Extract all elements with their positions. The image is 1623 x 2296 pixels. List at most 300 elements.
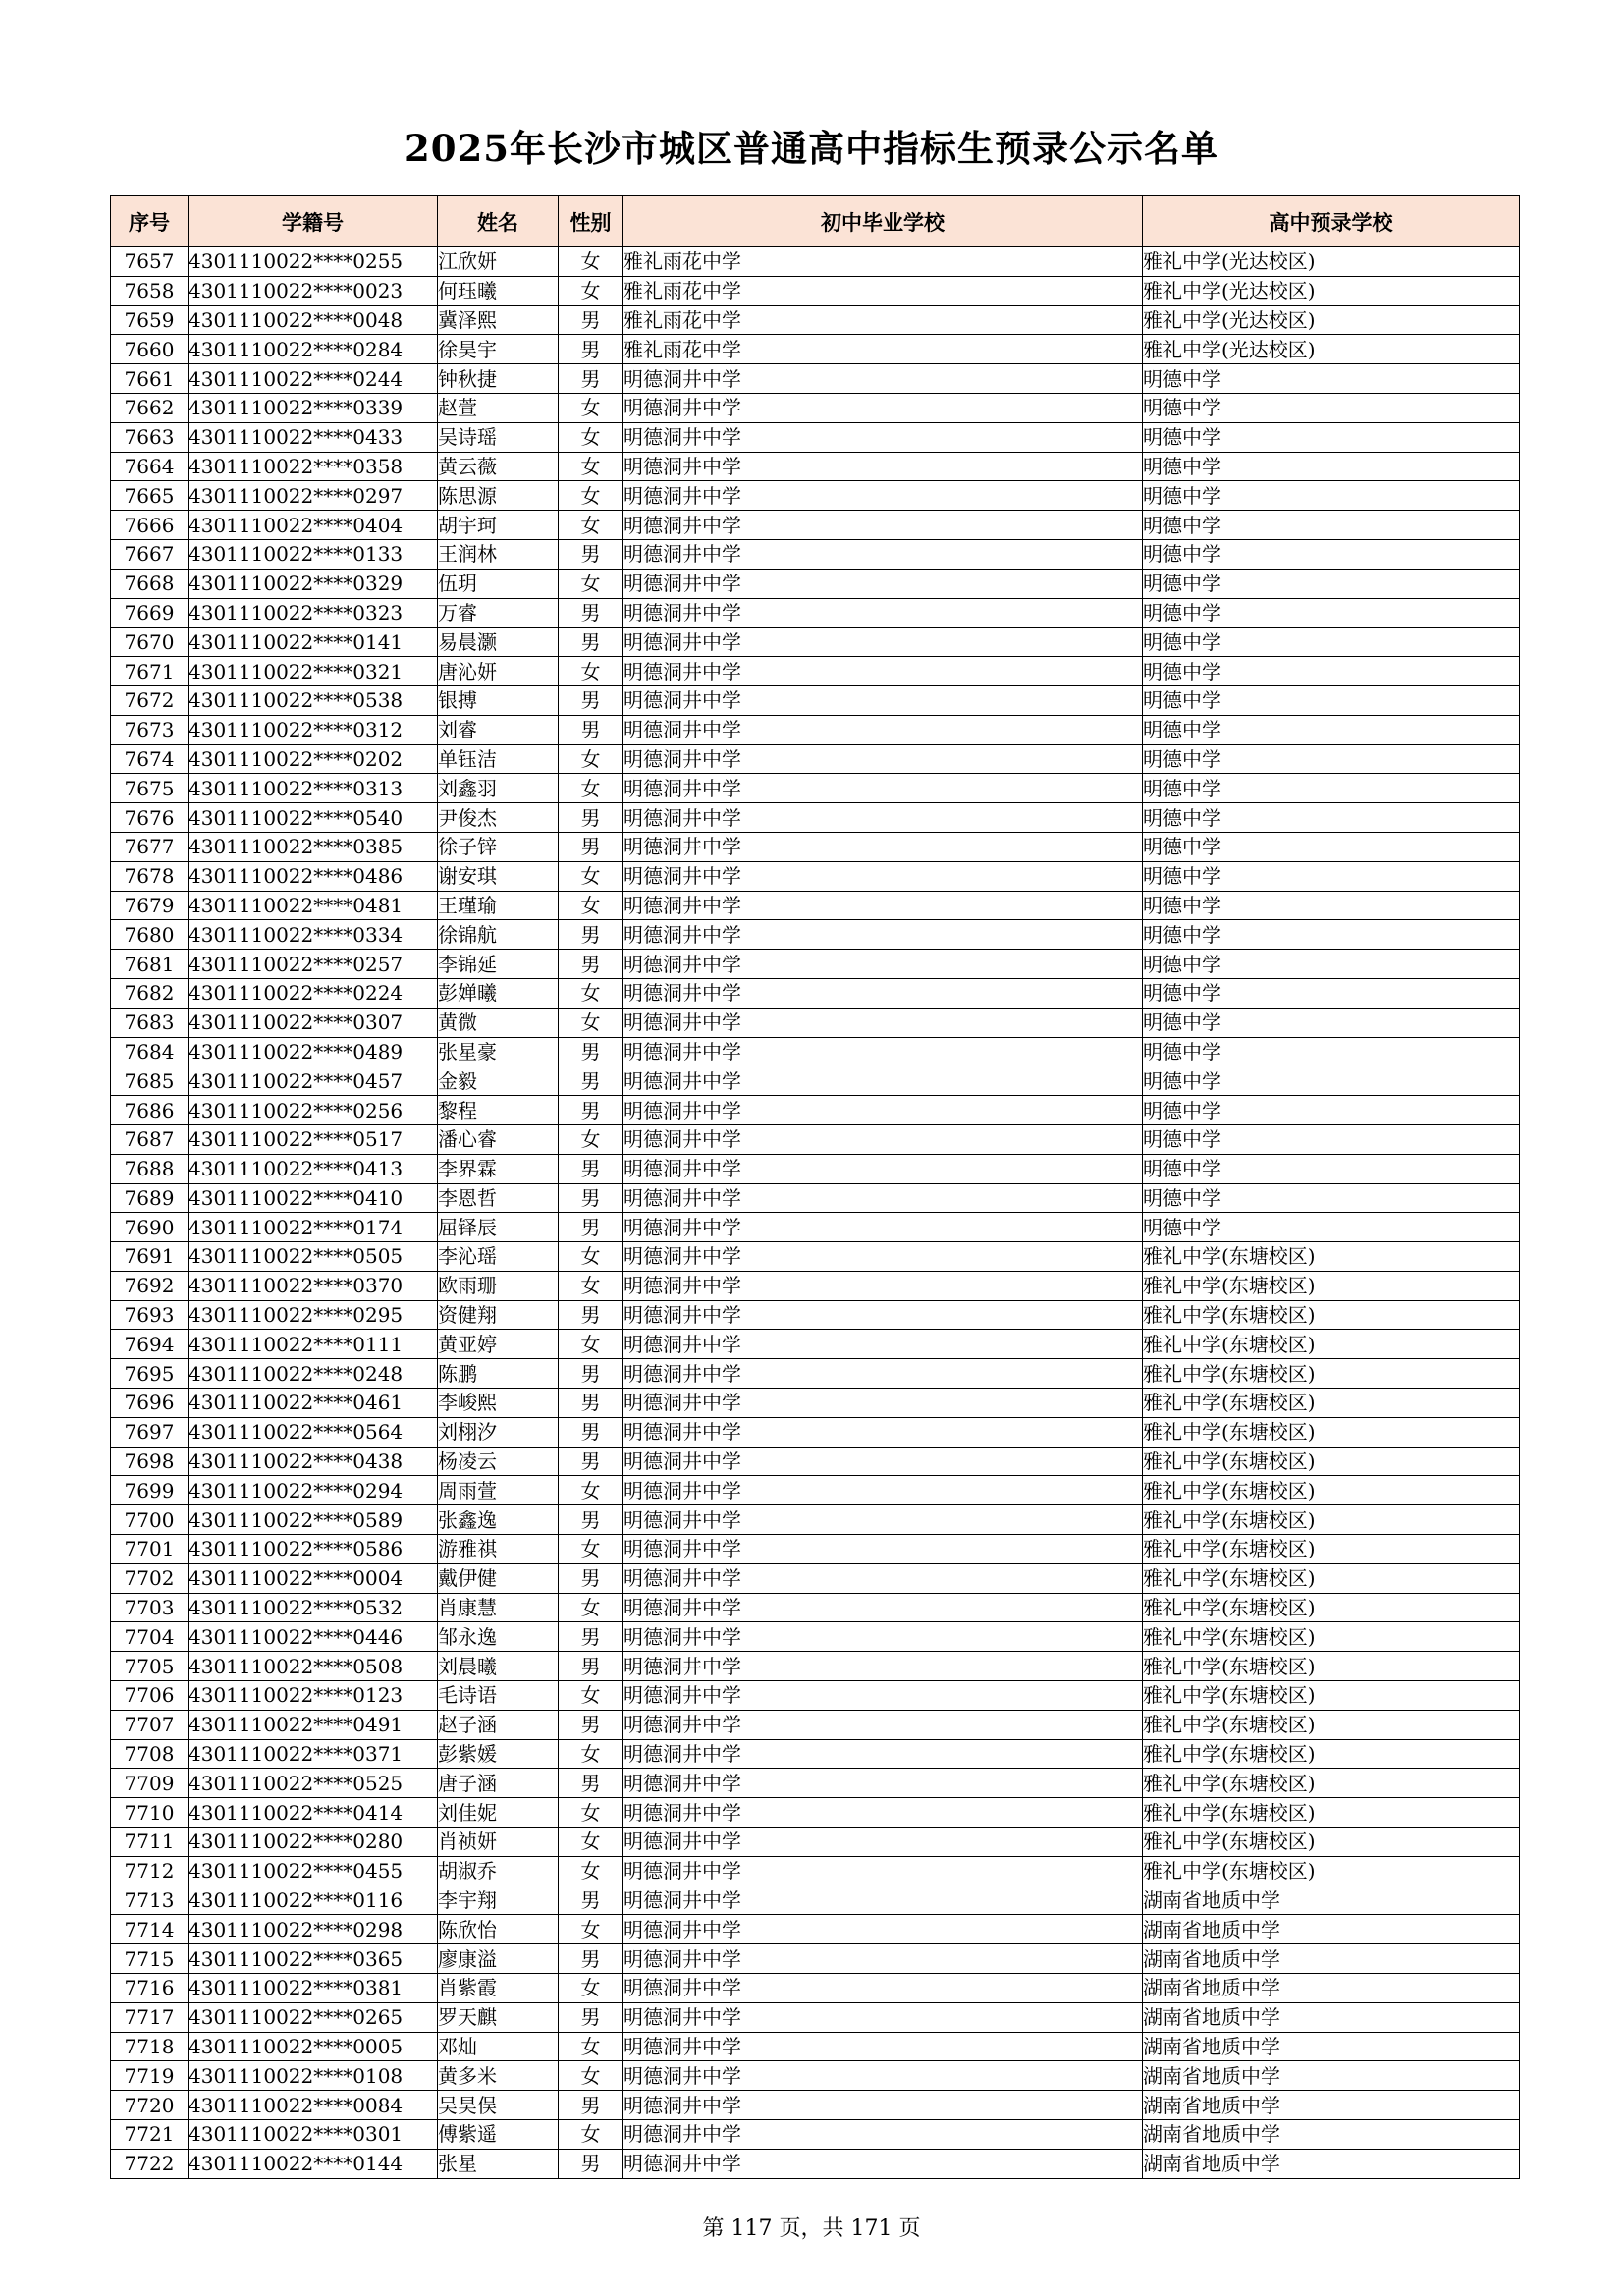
- cell-name: 陈鹏: [438, 1359, 559, 1389]
- cell-gender: 女: [559, 657, 623, 686]
- cell-senior-school: 明德中学: [1143, 832, 1520, 861]
- cell-senior-school: 雅礼中学(东塘校区): [1143, 1563, 1520, 1593]
- cell-student-id: 4301110022****0538: [189, 685, 438, 715]
- cell-senior-school: 明德中学: [1143, 422, 1520, 452]
- table-row: [111, 2061, 1520, 2091]
- cell-junior-school: 明德洞井中学: [623, 685, 1143, 715]
- table-row: [111, 1124, 1520, 1154]
- roster-table: [110, 195, 1520, 2179]
- table-row: [111, 1974, 1520, 2003]
- cell-seq: 7712: [111, 1856, 189, 1886]
- table-row: [111, 2002, 1520, 2032]
- table-row: [111, 1593, 1520, 1622]
- cell-name: 潘心睿: [438, 1124, 559, 1154]
- cell-senior-school: 明德中学: [1143, 628, 1520, 657]
- cell-seq: 7669: [111, 598, 189, 628]
- cell-seq: 7688: [111, 1154, 189, 1183]
- cell-seq: 7707: [111, 1710, 189, 1739]
- table-row: [111, 305, 1520, 335]
- table-row: [111, 1769, 1520, 1798]
- table-row: [111, 1037, 1520, 1066]
- cell-seq: 7711: [111, 1828, 189, 1857]
- cell-name: 黄云薇: [438, 452, 559, 481]
- cell-seq: 7694: [111, 1330, 189, 1359]
- cell-senior-school: 明德中学: [1143, 393, 1520, 422]
- cell-junior-school: 明德洞井中学: [623, 2091, 1143, 2120]
- table-row: [111, 1242, 1520, 1272]
- cell-gender: 男: [559, 2149, 623, 2178]
- cell-seq: 7685: [111, 1066, 189, 1096]
- table-row: [111, 1535, 1520, 1564]
- cell-student-id: 4301110022****0365: [189, 1944, 438, 1974]
- cell-senior-school: 湖南省地质中学: [1143, 2061, 1520, 2091]
- cell-gender: 男: [559, 1886, 623, 1915]
- cell-seq: 7692: [111, 1271, 189, 1300]
- table-row: [111, 891, 1520, 920]
- cell-name: 李沁瑶: [438, 1242, 559, 1272]
- table-row: [111, 569, 1520, 598]
- cell-seq: 7700: [111, 1505, 189, 1535]
- cell-junior-school: 明德洞井中学: [623, 1769, 1143, 1798]
- cell-student-id: 4301110022****0312: [189, 715, 438, 744]
- cell-senior-school: 雅礼中学(东塘校区): [1143, 1389, 1520, 1418]
- cell-senior-school: 明德中学: [1143, 481, 1520, 511]
- cell-senior-school: 明德中学: [1143, 1096, 1520, 1125]
- cell-senior-school: 雅礼中学(东塘校区): [1143, 1330, 1520, 1359]
- cell-student-id: 4301110022****0321: [189, 657, 438, 686]
- cell-name: 金毅: [438, 1066, 559, 1096]
- cell-gender: 男: [559, 305, 623, 335]
- cell-senior-school: 雅礼中学(东塘校区): [1143, 1447, 1520, 1476]
- cell-student-id: 4301110022****0202: [189, 744, 438, 774]
- cell-student-id: 4301110022****0385: [189, 832, 438, 861]
- table-row: [111, 1447, 1520, 1476]
- table-row: [111, 364, 1520, 394]
- table-row: [111, 1622, 1520, 1652]
- table-row: [111, 1886, 1520, 1915]
- cell-name: 银搏: [438, 685, 559, 715]
- table-row: [111, 1389, 1520, 1418]
- cell-student-id: 4301110022****0457: [189, 1066, 438, 1096]
- cell-gender: 女: [559, 2120, 623, 2150]
- cell-seq: 7682: [111, 978, 189, 1008]
- cell-name: 江欣妍: [438, 247, 559, 277]
- cell-gender: 男: [559, 920, 623, 950]
- cell-seq: 7679: [111, 891, 189, 920]
- cell-student-id: 4301110022****0108: [189, 2061, 438, 2091]
- column-header-gender: 性别: [559, 196, 623, 247]
- cell-junior-school: 明德洞井中学: [623, 1300, 1143, 1330]
- cell-gender: 女: [559, 1271, 623, 1300]
- cell-senior-school: 明德中学: [1143, 978, 1520, 1008]
- cell-student-id: 4301110022****0410: [189, 1183, 438, 1213]
- cell-seq: 7687: [111, 1124, 189, 1154]
- cell-gender: 男: [559, 950, 623, 979]
- cell-senior-school: 明德中学: [1143, 1183, 1520, 1213]
- column-header-senior-school: 高中预录学校: [1143, 196, 1520, 247]
- cell-gender: 男: [559, 539, 623, 569]
- cell-junior-school: 明德洞井中学: [623, 1798, 1143, 1828]
- table-row: [111, 1915, 1520, 1944]
- cell-senior-school: 明德中学: [1143, 774, 1520, 803]
- cell-junior-school: 雅礼雨花中学: [623, 247, 1143, 277]
- cell-senior-school: 雅礼中学(东塘校区): [1143, 1652, 1520, 1681]
- cell-student-id: 4301110022****0564: [189, 1417, 438, 1447]
- table-row: [111, 715, 1520, 744]
- cell-junior-school: 明德洞井中学: [623, 861, 1143, 891]
- cell-student-id: 4301110022****0525: [189, 1769, 438, 1798]
- cell-student-id: 4301110022****0481: [189, 891, 438, 920]
- cell-gender: 男: [559, 1622, 623, 1652]
- cell-seq: 7671: [111, 657, 189, 686]
- cell-seq: 7693: [111, 1300, 189, 1330]
- cell-seq: 7704: [111, 1622, 189, 1652]
- cell-gender: 男: [559, 1769, 623, 1798]
- cell-junior-school: 明德洞井中学: [623, 920, 1143, 950]
- cell-student-id: 4301110022****0256: [189, 1096, 438, 1125]
- cell-senior-school: 明德中学: [1143, 539, 1520, 569]
- cell-student-id: 4301110022****0244: [189, 364, 438, 394]
- table-row: [111, 1856, 1520, 1886]
- cell-student-id: 4301110022****0371: [189, 1739, 438, 1769]
- cell-seq: 7708: [111, 1739, 189, 1769]
- cell-name: 李锦延: [438, 950, 559, 979]
- table-row: [111, 1710, 1520, 1739]
- cell-seq: 7720: [111, 2091, 189, 2120]
- cell-senior-school: 雅礼中学(东塘校区): [1143, 1856, 1520, 1886]
- cell-student-id: 4301110022****0505: [189, 1242, 438, 1272]
- cell-seq: 7698: [111, 1447, 189, 1476]
- cell-seq: 7665: [111, 481, 189, 511]
- cell-senior-school: 明德中学: [1143, 511, 1520, 540]
- cell-gender: 女: [559, 1856, 623, 1886]
- cell-senior-school: 雅礼中学(东塘校区): [1143, 1476, 1520, 1505]
- cell-junior-school: 明德洞井中学: [623, 774, 1143, 803]
- cell-seq: 7684: [111, 1037, 189, 1066]
- cell-gender: 女: [559, 569, 623, 598]
- cell-name: 傅紫遥: [438, 2120, 559, 2150]
- cell-seq: 7715: [111, 1944, 189, 1974]
- table-row: [111, 539, 1520, 569]
- cell-name: 唐子涵: [438, 1769, 559, 1798]
- cell-senior-school: 明德中学: [1143, 1066, 1520, 1096]
- table-row: [111, 978, 1520, 1008]
- cell-name: 胡淑乔: [438, 1856, 559, 1886]
- cell-junior-school: 明德洞井中学: [623, 1593, 1143, 1622]
- cell-senior-school: 明德中学: [1143, 1124, 1520, 1154]
- cell-senior-school: 湖南省地质中学: [1143, 1915, 1520, 1944]
- cell-junior-school: 明德洞井中学: [623, 1710, 1143, 1739]
- cell-student-id: 4301110022****0004: [189, 1563, 438, 1593]
- cell-gender: 女: [559, 1124, 623, 1154]
- cell-junior-school: 明德洞井中学: [623, 1389, 1143, 1418]
- cell-gender: 女: [559, 1476, 623, 1505]
- cell-senior-school: 雅礼中学(光达校区): [1143, 335, 1520, 364]
- cell-student-id: 4301110022****0532: [189, 1593, 438, 1622]
- cell-name: 黄微: [438, 1008, 559, 1037]
- cell-junior-school: 明德洞井中学: [623, 1681, 1143, 1711]
- cell-junior-school: 明德洞井中学: [623, 1944, 1143, 1974]
- cell-name: 毛诗语: [438, 1681, 559, 1711]
- table-row: [111, 920, 1520, 950]
- table-row: [111, 1505, 1520, 1535]
- cell-senior-school: 雅礼中学(东塘校区): [1143, 1769, 1520, 1798]
- cell-student-id: 4301110022****0586: [189, 1535, 438, 1564]
- cell-student-id: 4301110022****0489: [189, 1037, 438, 1066]
- table-row: [111, 2032, 1520, 2061]
- table-row: [111, 803, 1520, 833]
- cell-senior-school: 明德中学: [1143, 715, 1520, 744]
- cell-name: 单钰洁: [438, 744, 559, 774]
- cell-name: 唐沁妍: [438, 657, 559, 686]
- cell-junior-school: 明德洞井中学: [623, 1739, 1143, 1769]
- cell-seq: 7670: [111, 628, 189, 657]
- cell-senior-school: 明德中学: [1143, 950, 1520, 979]
- cell-student-id: 4301110022****0413: [189, 1154, 438, 1183]
- table-row: [111, 1213, 1520, 1242]
- cell-junior-school: 明德洞井中学: [623, 1505, 1143, 1535]
- cell-seq: 7705: [111, 1652, 189, 1681]
- cell-senior-school: 雅礼中学(东塘校区): [1143, 1828, 1520, 1857]
- cell-student-id: 4301110022****0370: [189, 1271, 438, 1300]
- cell-senior-school: 明德中学: [1143, 452, 1520, 481]
- table-row: [111, 1652, 1520, 1681]
- cell-gender: 男: [559, 685, 623, 715]
- cell-seq: 7695: [111, 1359, 189, 1389]
- cell-name: 张星: [438, 2149, 559, 2178]
- cell-name: 刘晨曦: [438, 1652, 559, 1681]
- cell-name: 彭婵曦: [438, 978, 559, 1008]
- cell-name: 彭紫媛: [438, 1739, 559, 1769]
- cell-junior-school: 明德洞井中学: [623, 1622, 1143, 1652]
- cell-name: 李界霖: [438, 1154, 559, 1183]
- cell-name: 吴昊俣: [438, 2091, 559, 2120]
- cell-seq: 7710: [111, 1798, 189, 1828]
- cell-gender: 女: [559, 276, 623, 305]
- cell-gender: 女: [559, 247, 623, 277]
- cell-junior-school: 明德洞井中学: [623, 628, 1143, 657]
- table-body: [111, 247, 1520, 2179]
- table-header-row: [111, 196, 1520, 247]
- cell-name: 周雨萱: [438, 1476, 559, 1505]
- cell-gender: 男: [559, 1652, 623, 1681]
- cell-student-id: 4301110022****0540: [189, 803, 438, 833]
- column-header-junior-school: 初中毕业学校: [623, 196, 1143, 247]
- table-row: [111, 1563, 1520, 1593]
- cell-senior-school: 湖南省地质中学: [1143, 1886, 1520, 1915]
- cell-seq: 7686: [111, 1096, 189, 1125]
- cell-student-id: 4301110022****0455: [189, 1856, 438, 1886]
- cell-junior-school: 雅礼雨花中学: [623, 305, 1143, 335]
- cell-senior-school: 雅礼中学(东塘校区): [1143, 1710, 1520, 1739]
- cell-name: 邹永逸: [438, 1622, 559, 1652]
- cell-seq: 7706: [111, 1681, 189, 1711]
- cell-name: 黄多米: [438, 2061, 559, 2091]
- cell-student-id: 4301110022****0414: [189, 1798, 438, 1828]
- cell-seq: 7660: [111, 335, 189, 364]
- cell-junior-school: 明德洞井中学: [623, 891, 1143, 920]
- cell-name: 赵萱: [438, 393, 559, 422]
- table-row: [111, 2149, 1520, 2178]
- table-row: [111, 2120, 1520, 2150]
- cell-senior-school: 湖南省地质中学: [1143, 2002, 1520, 2032]
- cell-name: 刘睿: [438, 715, 559, 744]
- cell-name: 刘鑫羽: [438, 774, 559, 803]
- cell-name: 肖紫霞: [438, 1974, 559, 2003]
- cell-gender: 男: [559, 1417, 623, 1447]
- cell-student-id: 4301110022****0297: [189, 481, 438, 511]
- cell-name: 罗天麒: [438, 2002, 559, 2032]
- cell-name: 戴伊健: [438, 1563, 559, 1593]
- cell-senior-school: 明德中学: [1143, 1037, 1520, 1066]
- cell-student-id: 4301110022****0433: [189, 422, 438, 452]
- cell-student-id: 4301110022****0307: [189, 1008, 438, 1037]
- cell-gender: 女: [559, 452, 623, 481]
- cell-seq: 7719: [111, 2061, 189, 2091]
- cell-senior-school: 雅礼中学(东塘校区): [1143, 1271, 1520, 1300]
- cell-name: 王润林: [438, 539, 559, 569]
- cell-student-id: 4301110022****0508: [189, 1652, 438, 1681]
- cell-gender: 男: [559, 1359, 623, 1389]
- cell-seq: 7674: [111, 744, 189, 774]
- cell-senior-school: 湖南省地质中学: [1143, 1944, 1520, 1974]
- cell-junior-school: 明德洞井中学: [623, 452, 1143, 481]
- cell-senior-school: 湖南省地质中学: [1143, 2032, 1520, 2061]
- cell-seq: 7658: [111, 276, 189, 305]
- cell-gender: 男: [559, 1037, 623, 1066]
- column-header-student-id: 学籍号: [189, 196, 438, 247]
- table-row: [111, 657, 1520, 686]
- cell-name: 徐锦航: [438, 920, 559, 950]
- cell-junior-school: 明德洞井中学: [623, 511, 1143, 540]
- cell-junior-school: 明德洞井中学: [623, 1915, 1143, 1944]
- cell-student-id: 4301110022****0224: [189, 978, 438, 1008]
- table-row: [111, 276, 1520, 305]
- cell-student-id: 4301110022****0133: [189, 539, 438, 569]
- cell-junior-school: 明德洞井中学: [623, 1886, 1143, 1915]
- cell-seq: 7716: [111, 1974, 189, 2003]
- cell-name: 赵子涵: [438, 1710, 559, 1739]
- column-header-name: 姓名: [438, 196, 559, 247]
- cell-junior-school: 明德洞井中学: [623, 1535, 1143, 1564]
- cell-gender: 男: [559, 1213, 623, 1242]
- cell-gender: 女: [559, 774, 623, 803]
- cell-senior-school: 明德中学: [1143, 364, 1520, 394]
- cell-gender: 男: [559, 715, 623, 744]
- cell-name: 易晨灏: [438, 628, 559, 657]
- cell-seq: 7709: [111, 1769, 189, 1798]
- cell-gender: 女: [559, 1739, 623, 1769]
- cell-senior-school: 明德中学: [1143, 1213, 1520, 1242]
- cell-junior-school: 明德洞井中学: [623, 1974, 1143, 2003]
- cell-senior-school: 明德中学: [1143, 685, 1520, 715]
- cell-gender: 男: [559, 1944, 623, 1974]
- cell-seq: 7722: [111, 2149, 189, 2178]
- table-row: [111, 422, 1520, 452]
- cell-junior-school: 明德洞井中学: [623, 950, 1143, 979]
- cell-seq: 7672: [111, 685, 189, 715]
- cell-gender: 女: [559, 978, 623, 1008]
- cell-gender: 男: [559, 1154, 623, 1183]
- cell-seq: 7691: [111, 1242, 189, 1272]
- cell-name: 欧雨珊: [438, 1271, 559, 1300]
- cell-name: 廖康溢: [438, 1944, 559, 1974]
- cell-name: 刘佳妮: [438, 1798, 559, 1828]
- cell-gender: 男: [559, 1710, 623, 1739]
- cell-seq: 7718: [111, 2032, 189, 2061]
- cell-senior-school: 明德中学: [1143, 657, 1520, 686]
- cell-junior-school: 明德洞井中学: [623, 1096, 1143, 1125]
- cell-gender: 女: [559, 891, 623, 920]
- cell-senior-school: 雅礼中学(东塘校区): [1143, 1505, 1520, 1535]
- cell-gender: 女: [559, 2032, 623, 2061]
- table-row: [111, 1944, 1520, 1974]
- cell-name: 游雅祺: [438, 1535, 559, 1564]
- cell-name: 何珏曦: [438, 276, 559, 305]
- cell-junior-school: 明德洞井中学: [623, 364, 1143, 394]
- cell-senior-school: 明德中学: [1143, 891, 1520, 920]
- cell-junior-school: 明德洞井中学: [623, 1447, 1143, 1476]
- table-row: [111, 393, 1520, 422]
- cell-name: 陈思源: [438, 481, 559, 511]
- cell-junior-school: 明德洞井中学: [623, 1563, 1143, 1593]
- cell-seq: 7703: [111, 1593, 189, 1622]
- cell-senior-school: 雅礼中学(东塘校区): [1143, 1359, 1520, 1389]
- cell-senior-school: 明德中学: [1143, 861, 1520, 891]
- cell-gender: 男: [559, 2002, 623, 2032]
- cell-junior-school: 明德洞井中学: [623, 481, 1143, 511]
- cell-junior-school: 明德洞井中学: [623, 1828, 1143, 1857]
- cell-gender: 男: [559, 1300, 623, 1330]
- cell-gender: 男: [559, 335, 623, 364]
- cell-name: 李宇翔: [438, 1886, 559, 1915]
- cell-student-id: 4301110022****0255: [189, 247, 438, 277]
- table-row: [111, 1008, 1520, 1037]
- cell-senior-school: 湖南省地质中学: [1143, 1974, 1520, 2003]
- cell-junior-school: 明德洞井中学: [623, 1359, 1143, 1389]
- cell-senior-school: 雅礼中学(东塘校区): [1143, 1417, 1520, 1447]
- cell-junior-school: 明德洞井中学: [623, 1476, 1143, 1505]
- cell-student-id: 4301110022****0329: [189, 569, 438, 598]
- cell-name: 徐昊宇: [438, 335, 559, 364]
- cell-junior-school: 明德洞井中学: [623, 2120, 1143, 2150]
- cell-seq: 7657: [111, 247, 189, 277]
- cell-junior-school: 明德洞井中学: [623, 1008, 1143, 1037]
- table-row: [111, 247, 1520, 277]
- cell-student-id: 4301110022****0248: [189, 1359, 438, 1389]
- cell-name: 吴诗瑶: [438, 422, 559, 452]
- table-row: [111, 481, 1520, 511]
- cell-gender: 女: [559, 861, 623, 891]
- cell-student-id: 4301110022****0084: [189, 2091, 438, 2120]
- cell-junior-school: 明德洞井中学: [623, 1242, 1143, 1272]
- cell-gender: 男: [559, 1096, 623, 1125]
- cell-gender: 女: [559, 481, 623, 511]
- cell-junior-school: 明德洞井中学: [623, 2149, 1143, 2178]
- cell-student-id: 4301110022****0381: [189, 1974, 438, 2003]
- cell-seq: 7664: [111, 452, 189, 481]
- cell-student-id: 4301110022****0589: [189, 1505, 438, 1535]
- cell-gender: 男: [559, 803, 623, 833]
- cell-senior-school: 雅礼中学(光达校区): [1143, 247, 1520, 277]
- cell-name: 张鑫逸: [438, 1505, 559, 1535]
- cell-student-id: 4301110022****0301: [189, 2120, 438, 2150]
- cell-name: 伍玥: [438, 569, 559, 598]
- cell-junior-school: 明德洞井中学: [623, 978, 1143, 1008]
- cell-seq: 7668: [111, 569, 189, 598]
- cell-student-id: 4301110022****0144: [189, 2149, 438, 2178]
- cell-senior-school: 明德中学: [1143, 1008, 1520, 1037]
